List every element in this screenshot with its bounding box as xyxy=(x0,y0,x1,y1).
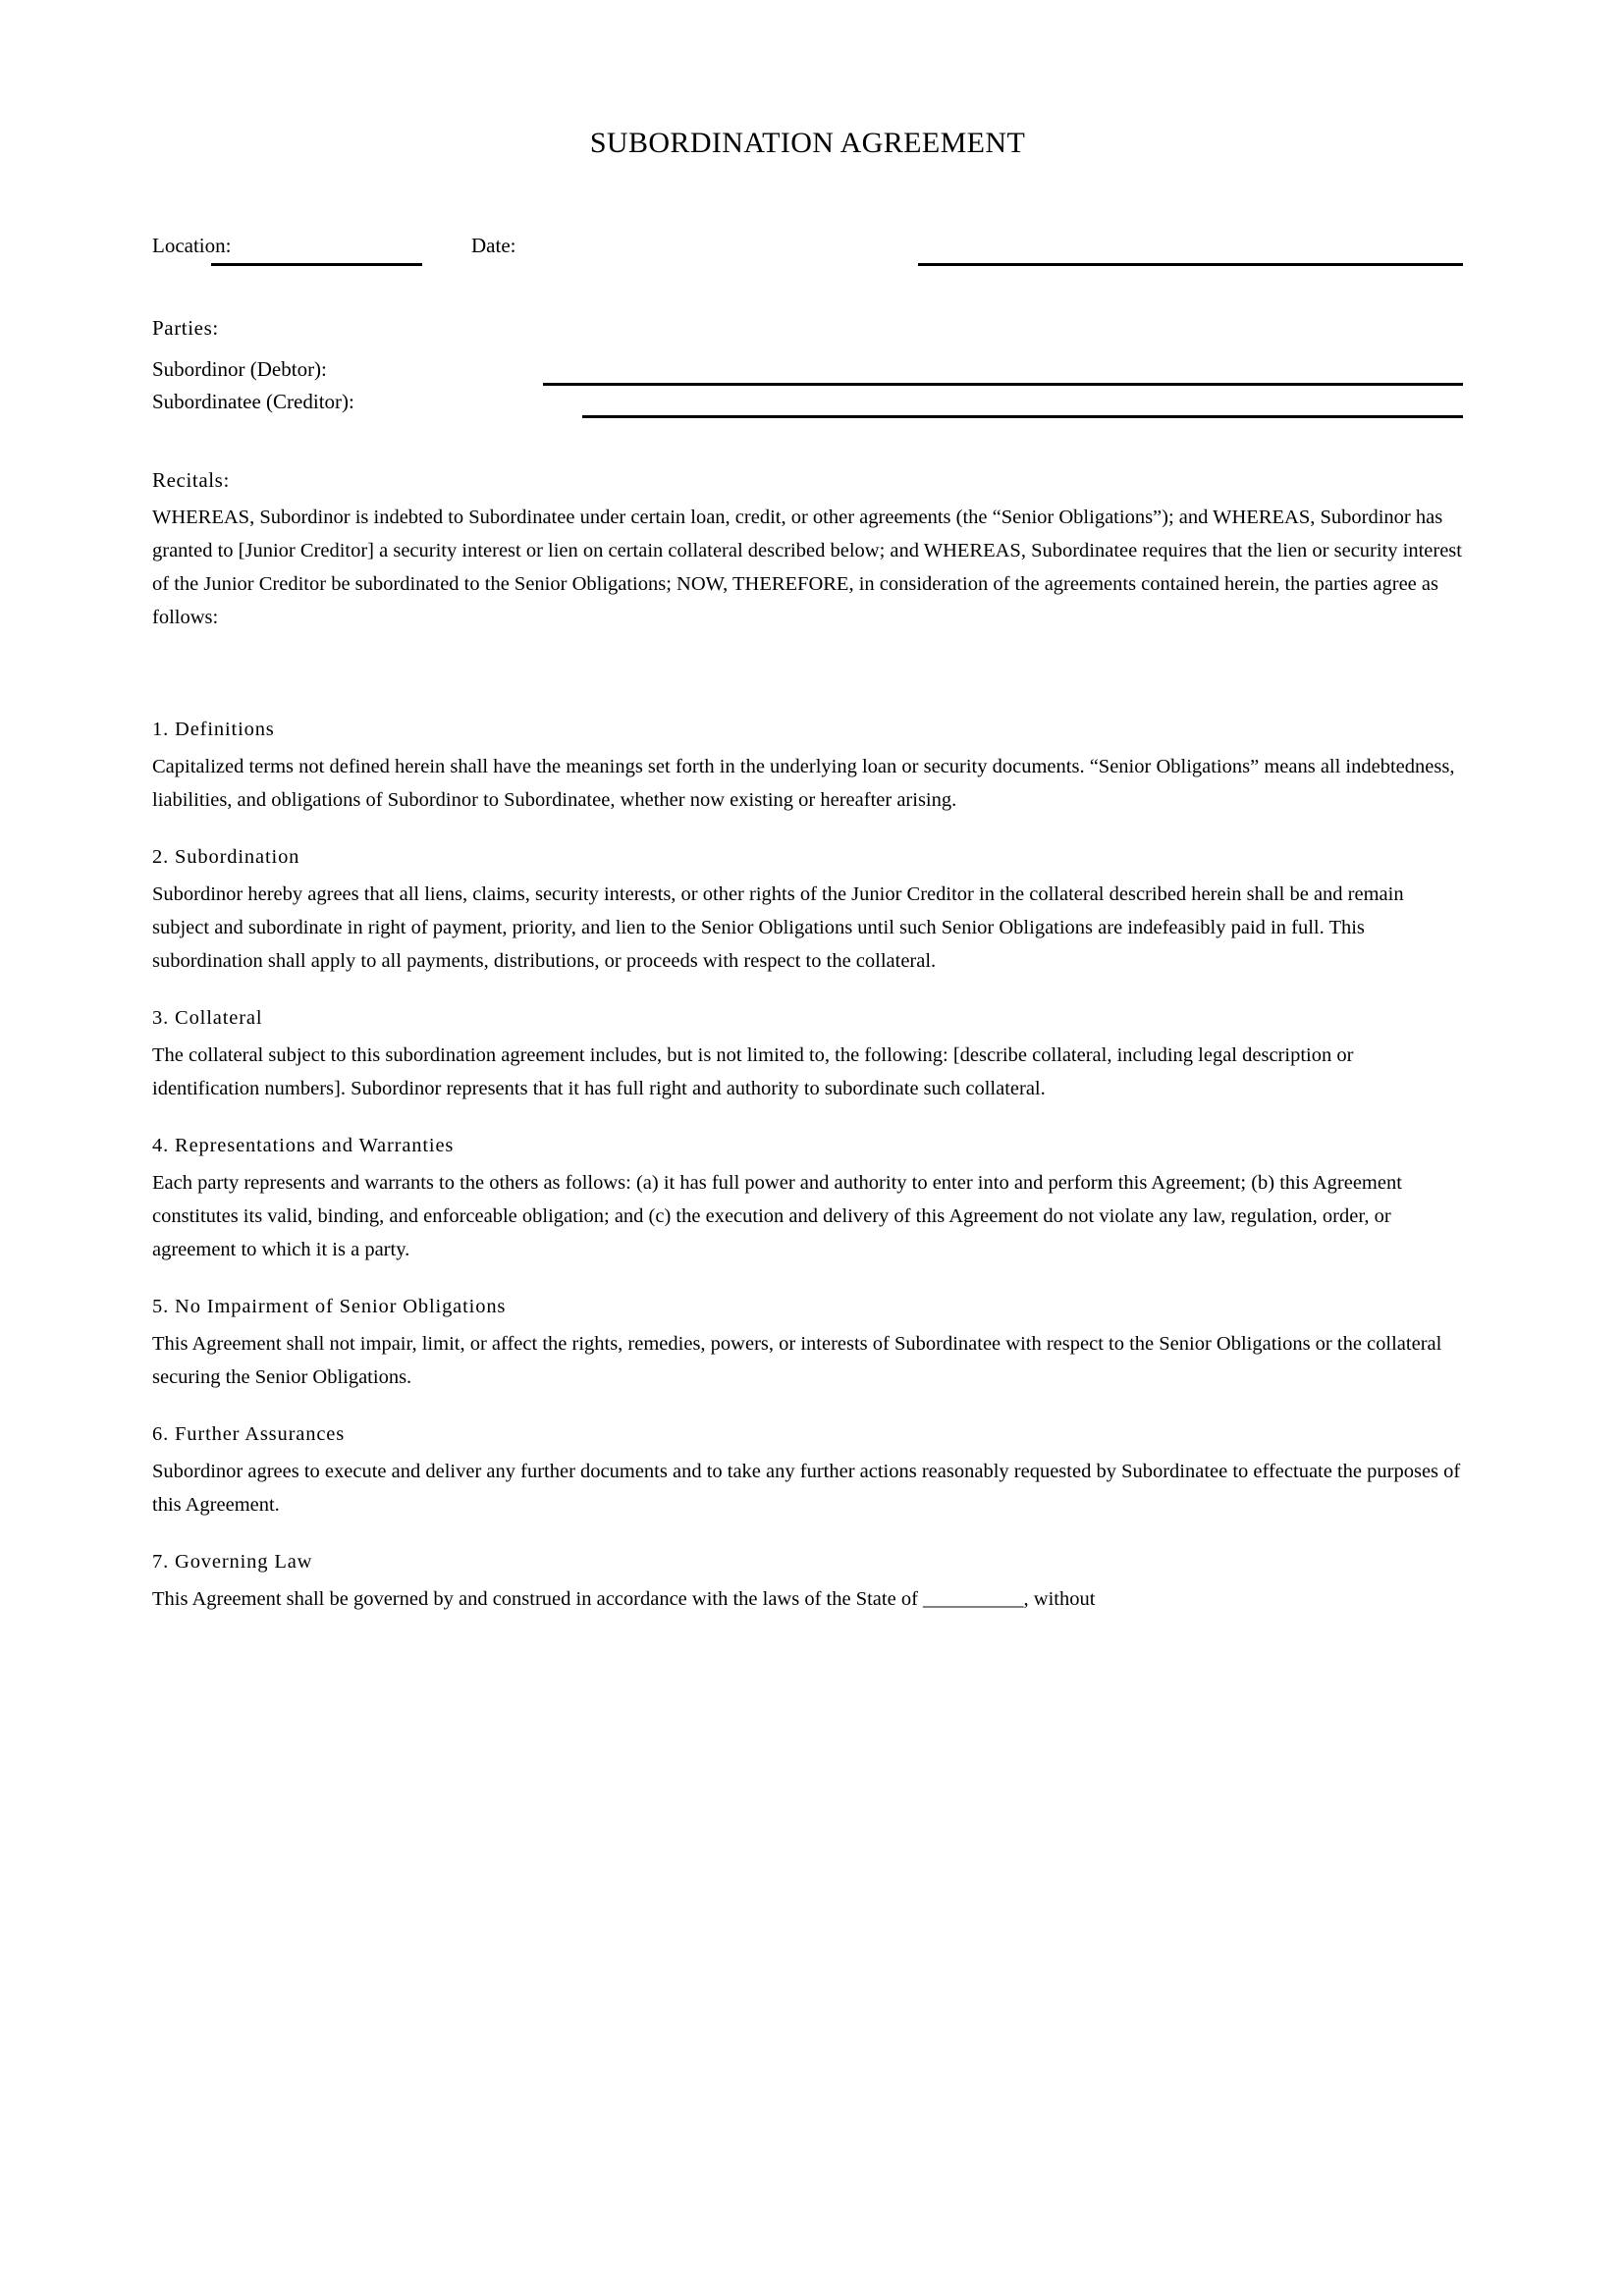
section-body: The collateral subject to this subordination agreement includes, but is not limited to, the following: [describe collateral, including legal description or identification numbers]. Subordinor represents that it has full right and authority to subordinate such collateral. xyxy=(152,1044,1354,1100)
date-label: Date: xyxy=(471,234,516,257)
section-subordination xyxy=(152,846,1463,978)
subordinor-fill-line[interactable] xyxy=(543,383,1463,386)
location-date-row xyxy=(152,234,1463,277)
document-content xyxy=(152,0,1463,1645)
section-body: Subordinor agrees to execute and deliver any further documents and to take any further actions reasonably requested by Subordinatee to effectuate the purposes of this Agreement. xyxy=(152,1461,1461,1517)
section-heading: 5. No Impairment of Senior Obligations xyxy=(152,1296,507,1318)
section-governing-law xyxy=(152,1551,1463,1616)
page-title: SUBORDINATION AGREEMENT xyxy=(589,127,1026,159)
section-further-assurances xyxy=(152,1423,1463,1522)
subordinor-label: Subordinor (Debtor): xyxy=(152,357,327,381)
section-heading: 7. Governing Law xyxy=(152,1551,313,1574)
section-body: Each party represents and warrants to the others as follows: (a) it has full power and authority to enter into and perform this Agreement; (b) this Agreement constitutes its valid, binding, and enforceable obligation; and (c) the execution and delivery of this Agreement do not violate any law, regulation, order, or agreement to which it is a party. xyxy=(152,1172,1402,1261)
parties-heading: Parties: xyxy=(152,316,219,340)
recitals-block xyxy=(152,468,1463,634)
party-row-subordinor xyxy=(152,357,1463,390)
date-fill-line[interactable] xyxy=(918,263,1463,266)
recitals-text: WHEREAS, Subordinor is indebted to Subordinatee under certain loan, credit, or other agreements (the “Senior Obligations”); and WHEREAS, Subordinor has granted to [Junior Creditor] a security interest or lien on certain collateral described below; and WHEREAS, Subordinatee requires that the lien or security interest of the Junior Creditor be subordinated to the Senior Obligations; NOW, THEREFORE, in consideration of the agreements contained herein, the parties agree as follows: xyxy=(152,507,1462,629)
location-label: Location: xyxy=(152,234,232,257)
section-no-impairment-of-senior-obligations xyxy=(152,1296,1463,1394)
party-row-subordinatee xyxy=(152,390,1463,422)
subordinatee-fill-line[interactable] xyxy=(582,415,1463,418)
section-body: This Agreement shall not impair, limit, or affect the rights, remedies, powers, or interests of Subordinatee with respect to the Senior Obligations or the collateral securing the Senior Obligations. xyxy=(152,1333,1442,1389)
section-heading: 4. Representations and Warranties xyxy=(152,1135,455,1157)
section-heading: 3. Collateral xyxy=(152,1007,263,1030)
parties-block xyxy=(152,316,1463,422)
section-definitions xyxy=(152,719,1463,817)
section-body: Subordinor hereby agrees that all liens, claims, security interests, or other rights of the Junior Creditor in the collateral described herein shall be and remain subject and subordinate in right of payment, priority, and lien to the Senior Obligations until such Senior Obligations are indefeasibly paid in full. This subordination shall apply to all payments, distributions, or proceeds with respect to the collateral. xyxy=(152,883,1404,973)
recitals-heading: Recitals: xyxy=(152,468,230,492)
section-heading: 1. Definitions xyxy=(152,719,275,741)
section-body: This Agreement shall be governed by and construed in accordance with the laws of the State of __________, without xyxy=(152,1588,1096,1611)
sections-list xyxy=(152,719,1463,1616)
section-heading: 6. Further Assurances xyxy=(152,1423,346,1446)
section-heading: 2. Subordination xyxy=(152,846,300,869)
section-body: Capitalized terms not defined herein shall have the meanings set forth in the underlying loan or security documents. “Senior Obligations” means all indebtedness, liabilities, and obligations of Subordinor to Subordinatee, whether now existing or hereafter arising. xyxy=(152,756,1455,812)
location-fill-line[interactable] xyxy=(211,263,422,266)
section-representations-and-warranties xyxy=(152,1135,1463,1266)
subordinatee-label: Subordinatee (Creditor): xyxy=(152,390,354,413)
section-collateral xyxy=(152,1007,1463,1105)
